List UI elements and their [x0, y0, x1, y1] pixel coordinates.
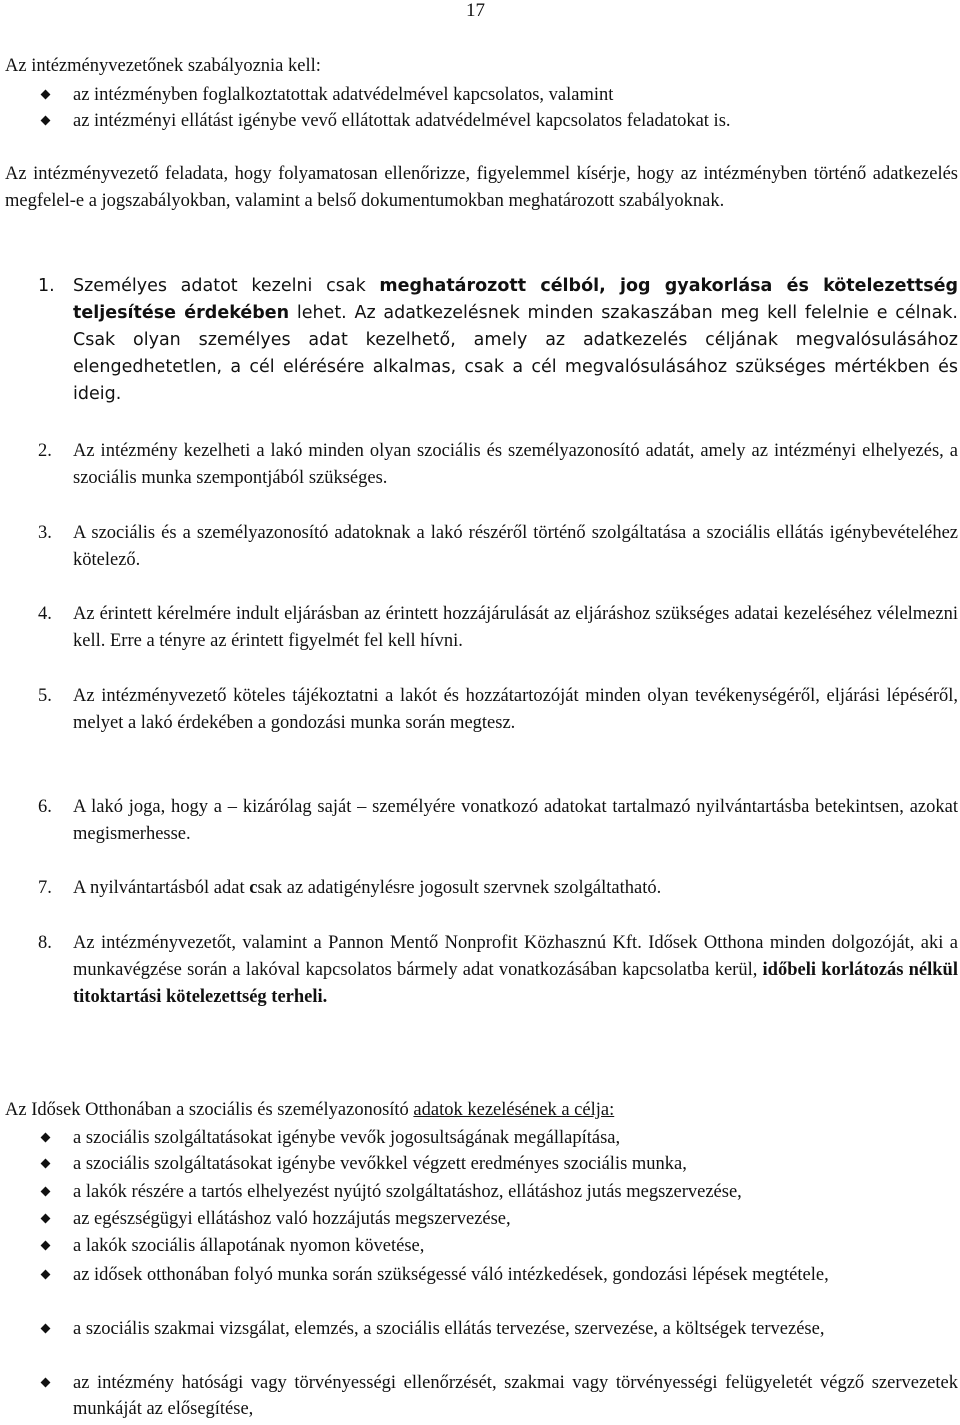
list-item: az intézmény hatósági vagy törvényességi ellenőrzését, szakmai vagy törvényességi felügyeletét végző szervezetek munkáját az elősegítése, — [5, 1370, 958, 1422]
diamond-bullet-icon — [41, 1159, 51, 1169]
list-item: az idősek otthonában folyó munka során szükségessé váló intézkedések, gondozási lépések megtétele, — [5, 1262, 958, 1288]
diamond-bullet-icon — [41, 1270, 51, 1280]
numbered-item-8: 8. Az intézményvezetőt, valamint a Pannon Mentő Nonprofit Közhasznú Kft. Idősek Otthona minden dolgozóját, aki a munkavégzése során a lakóval kapcsolatos bármely adat vonatkozásában kapcsolatba kerül, időbeli korlátozás nélkül titoktartási kötelezettség terheli. — [38, 933, 958, 1007]
intro-heading: Az intézményvezetőnek szabályoznia kell: — [5, 56, 321, 76]
list-item: az intézményi ellátást igénybe vevő ellátottak adatvédelmével kapcsolatos feladatokat is. — [5, 108, 958, 134]
list-item: a lakók szociális állapotának nyomon követése, — [5, 1233, 958, 1259]
purpose-heading: Az Idősek Otthonában a szociális és személyazonosító adatok kezelésének a célja: — [5, 1100, 615, 1120]
diamond-bullet-icon — [41, 1214, 51, 1224]
diamond-bullet-icon — [41, 116, 51, 126]
numbered-item-3: 3. A szociális és a személyazonosító adatoknak a lakó részéről történő szolgáltatása a szociális ellátás igénybevételéhez kötelező. — [38, 523, 958, 570]
numbered-item-7: 7. A nyilvántartásból adat csak az adatigénylésre jogosult szervnek szolgáltatható. — [38, 878, 662, 898]
list-item: a szociális szolgáltatásokat igénybe vevőkkel végzett eredményes szociális munka, — [5, 1151, 958, 1177]
list-item: a szociális szakmai vizsgálat, elemzés, a szociális ellátás tervezése, szervezése, a költségek tervezése, — [5, 1316, 958, 1342]
diamond-bullet-icon — [41, 1324, 51, 1334]
numbered-item-1: 1. Személyes adatot kezelni csak meghatározott célból, jog gyakorlása és kötelezettség teljesítése érdekében lehet. Az adatkezelésnek minden szakaszában meg kell felelnie e célnak. Csak olyan személyes adat kezelhető, amely az adatkezelés céljának megvalósulásához elengedhetetlen, a cél elérésére alkalmas, csak a cél megvalósulásához szükséges mértékben és ideig. — [38, 276, 959, 404]
list-item: az egészségügyi ellátáshoz való hozzájutás megszervezése, — [5, 1206, 958, 1232]
numbered-item-2: 2. Az intézmény kezelheti a lakó minden olyan szociális és személyazonosító adatát, amely az intézményi elhelyezés, a szociális munka szempontjából szükséges. — [38, 441, 958, 488]
numbered-item-5: 5. Az intézményvezető köteles tájékoztatni a lakót és hozzátartozóját minden olyan tevékenységéről, eljárási lépéséről, melyet a lakó érdekében a gondozási munka során megtesz. — [38, 686, 958, 733]
diamond-bullet-icon — [41, 90, 51, 100]
list-item: a szociális szolgáltatásokat igénybe vevők jogosultságának megállapítása, — [5, 1125, 958, 1151]
diamond-bullet-icon — [41, 1378, 51, 1388]
diamond-bullet-icon — [41, 1241, 51, 1251]
numbered-item-6: 6. A lakó joga, hogy a – kizárólag saját – személyére vonatkozó adatokat tartalmazó nyilvántartásba betekintsen, azokat megismerhesse. — [38, 797, 958, 844]
diamond-bullet-icon — [41, 1187, 51, 1197]
page-number: 17 — [466, 0, 485, 21]
list-item: az intézményben foglalkoztatottak adatvédelmével kapcsolatos, valamint — [5, 82, 958, 108]
numbered-item-4: 4. Az érintett kérelmére indult eljárásban az érintett hozzájárulását az eljáráshoz szükséges adatai kezeléséhez vélelmezni kell. Erre a tényre az érintett figyelmét fel kell hívni. — [38, 604, 958, 651]
diamond-bullet-icon — [41, 1133, 51, 1143]
paragraph: Az intézményvezető feladata, hogy folyamatosan ellenőrizze, figyelemmel kísérje, hogy az intézményben történő adatkezelés megfelel-e a jogszabályokban, valamint a belső dokumentumokban meghatározott szabályoknak. — [5, 164, 958, 211]
list-item: a lakók részére a tartós elhelyezést nyújtó szolgáltatáshoz, ellátáshoz jutás megszervezése, — [5, 1179, 958, 1205]
